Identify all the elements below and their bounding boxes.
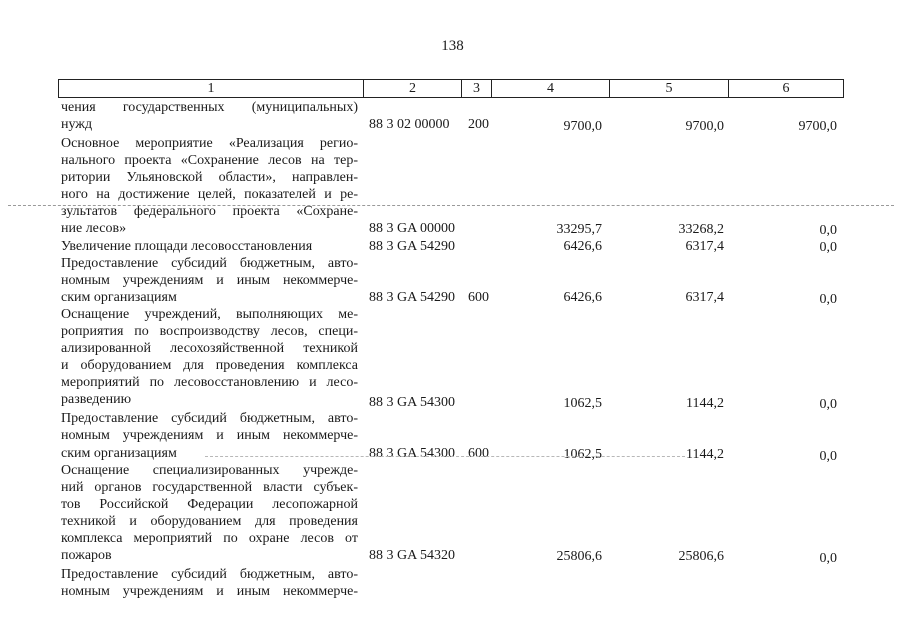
row-description: [61, 462, 358, 547]
description-line: роприятия по воспроизводству лесов, специ-: [61, 324, 358, 339]
description-line: Увеличение площади лесовосстановления: [61, 239, 313, 254]
amount-col-6: 0,0: [819, 551, 837, 566]
row-description: [61, 255, 358, 289]
table-column-header: [58, 79, 844, 98]
amount-col-4: 25806,6: [556, 549, 602, 564]
row-description: [61, 410, 358, 444]
column-header-4: 4: [492, 80, 610, 97]
row-description: [61, 566, 358, 600]
amount-col-4: 1062,5: [563, 447, 602, 462]
column-header-1: 1: [59, 80, 364, 97]
target-article-code: 88 3 GA 00000: [369, 221, 455, 236]
amount-col-4: 6426,6: [563, 290, 602, 305]
description-line: номным учреждениям и иным некоммерче-: [61, 273, 358, 288]
row-description: [61, 391, 358, 408]
amount-col-6: 0,0: [819, 449, 837, 464]
description-line: чения государственных (муниципальных): [61, 100, 358, 115]
target-article-code: 88 3 02 00000: [369, 117, 450, 132]
amount-col-6: 9700,0: [798, 119, 837, 134]
amount-col-4: 33295,7: [556, 222, 602, 237]
row-description: [61, 547, 358, 564]
description-line: Основное мероприятие «Реализация регио-: [61, 136, 358, 151]
description-line: Предоставление субсидий бюджетным, авто-: [61, 411, 358, 426]
column-header-3: 3: [462, 80, 492, 97]
description-line: разведению: [61, 392, 132, 407]
description-line: ализированной лесохозяйственной техникой: [61, 341, 358, 356]
description-line: номным учреждениям и иным некоммерче-: [61, 428, 358, 443]
description-line: ний органов государственной власти субъек-: [61, 480, 358, 495]
description-line: ного на достижение целей, показателей и ре-: [61, 187, 358, 202]
description-line: ским организациям: [61, 290, 177, 305]
description-line: техникой и оборудованием для проведения: [61, 514, 358, 529]
column-header-5: 5: [610, 80, 729, 97]
expense-type-code: 200: [468, 117, 489, 132]
description-line: ние лесов»: [61, 221, 127, 236]
description-line: Предоставление субсидий бюджетным, авто-: [61, 256, 358, 271]
amount-col-6: 0,0: [819, 223, 837, 238]
description-line: нужд: [61, 117, 93, 132]
description-line: мероприятий по лесовосстановлению и лесо-: [61, 375, 358, 390]
amount-col-5: 9700,0: [685, 119, 724, 134]
amount-col-4: 6426,6: [563, 239, 602, 254]
expense-type-code: 600: [468, 446, 489, 461]
amount-col-5: 1144,2: [686, 447, 724, 462]
target-article-code: 88 3 GA 54300: [369, 395, 455, 410]
row-description: [61, 135, 358, 220]
amount-col-4: 1062,5: [563, 396, 602, 411]
page-number: 138: [441, 38, 464, 54]
amount-col-5: 25806,6: [678, 549, 724, 564]
description-line: Оснащение специализированных учрежде-: [61, 463, 358, 478]
target-article-code: 88 3 GA 54290: [369, 239, 455, 254]
target-article-code: 88 3 GA 54290: [369, 290, 455, 305]
row-description: [61, 116, 358, 133]
target-article-code: 88 3 GA 54320: [369, 548, 455, 563]
amount-col-6: 0,0: [819, 240, 837, 255]
description-line: нального проекта «Сохранение лесов на тер-: [61, 153, 358, 168]
row-description: [61, 445, 358, 462]
expense-type-code: 600: [468, 290, 489, 305]
amount-col-6: 0,0: [819, 292, 837, 307]
scan-artifact-line: [205, 456, 685, 457]
description-line: ритории Ульяновской области», направлен-: [61, 170, 358, 185]
amount-col-4: 9700,0: [563, 119, 602, 134]
amount-col-6: 0,0: [819, 397, 837, 412]
row-description: [61, 238, 358, 255]
amount-col-5: 6317,4: [685, 239, 724, 254]
amount-col-5: 6317,4: [685, 290, 724, 305]
description-line: комплекса мероприятий по охране лесов от: [61, 531, 358, 546]
description-line: и оборудованием для проведения комплекса: [61, 358, 358, 373]
row-description: [61, 99, 358, 116]
column-header-6: 6: [782, 81, 790, 96]
description-line: Оснащение учреждений, выполняющих ме-: [61, 307, 358, 322]
description-line: ским организациям: [61, 446, 177, 461]
amount-col-5: 33268,2: [678, 222, 724, 237]
amount-col-5: 1144,2: [686, 396, 724, 411]
description-line: Предоставление субсидий бюджетным, авто-: [61, 567, 358, 582]
description-line: пожаров: [61, 548, 112, 563]
scan-artifact-line: [8, 205, 894, 206]
row-description: [61, 289, 358, 306]
column-header-2: 2: [364, 80, 462, 97]
target-article-code: 88 3 GA 54300: [369, 446, 455, 461]
row-description: [61, 306, 358, 391]
description-line: тов Российской Федерации лесопожарной: [61, 497, 358, 512]
row-description: [61, 220, 358, 237]
description-line: номным учреждениям и иным некоммерче-: [61, 584, 358, 599]
description-line: зультатов федерального проекта «Сохране-: [61, 204, 358, 219]
